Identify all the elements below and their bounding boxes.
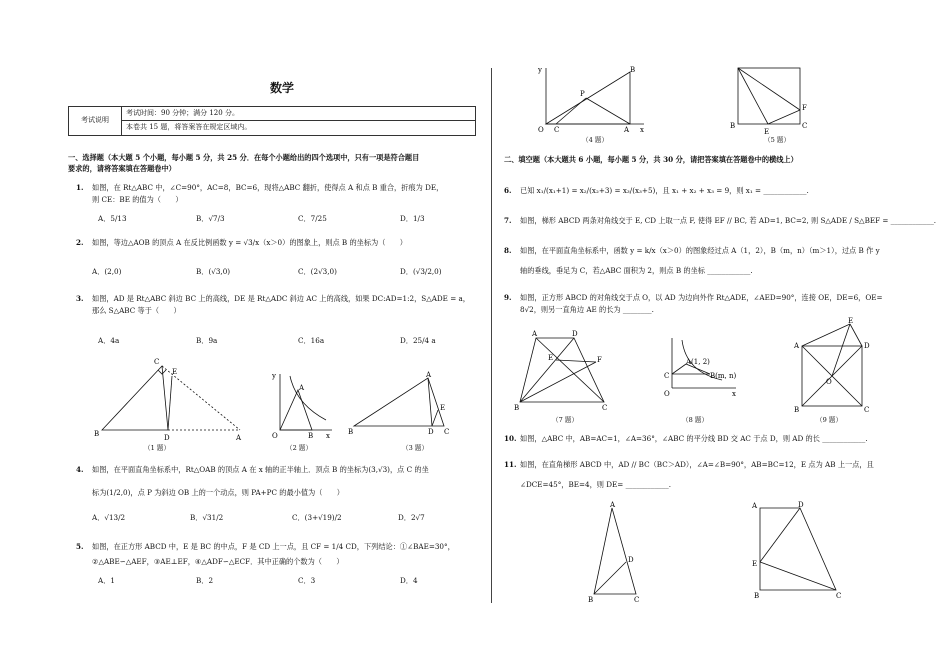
- q8-text-1: 如图，在平面直角坐标系中，函数 y = k/x（x＞0）的图象经过点 A（1，2），B（m，n）（m＞1），过点 B 作 y: [520, 246, 880, 255]
- q5-number: 5.: [76, 542, 84, 551]
- fig7-label-c: C: [602, 404, 608, 412]
- fig4-label-b: B: [630, 66, 636, 74]
- fig9-label-c: C: [864, 406, 870, 414]
- figure-q8: [660, 334, 740, 404]
- fig1-label-c: C: [154, 358, 160, 366]
- figure-q5: [728, 62, 808, 138]
- figure-q3: [348, 370, 460, 436]
- fig5-label-c: C: [802, 122, 808, 130]
- fig7-label-a: A: [532, 330, 538, 338]
- q2-number: 2.: [76, 238, 84, 247]
- figure-q1: [90, 356, 250, 442]
- figure-q8-caption: （8 题）: [682, 416, 709, 424]
- fig2-label-x: x: [326, 432, 330, 440]
- fig9-label-a: A: [794, 342, 800, 350]
- fig4-label-p: P: [580, 90, 585, 98]
- fig11-label-c: C: [836, 592, 842, 600]
- q9-text-1: 如图，正方形 ABCD 的对角线交于点 O，以 AD 为边向外作 Rt△ADE，∠AED=90°，连接 OE，DE=6，OE=: [520, 293, 883, 302]
- fig10-label-a: A: [610, 501, 616, 509]
- figure-q2: [266, 368, 336, 440]
- figure-q7: [512, 330, 612, 412]
- q5-option-a: A．1: [98, 576, 115, 585]
- q2-option-c: C．(2√3,0): [298, 267, 337, 276]
- q11-text-2: ∠DCE=45°，BE=4，则 DE= ____________.: [520, 480, 671, 489]
- q10-number: 10.: [504, 434, 517, 443]
- q3-number: 3.: [76, 294, 84, 303]
- fig3-label-d: D: [428, 428, 434, 436]
- q8-number: 8.: [504, 246, 512, 255]
- info-line-2: 本卷共 15 题，将答案答在规定区域内。: [122, 121, 476, 135]
- q2-option-b: B．(√3,0): [196, 267, 231, 276]
- q2-option-d: D．(√3/2,0): [400, 267, 442, 276]
- q11-number: 11.: [504, 460, 517, 469]
- q1-option-a: A．5/13: [98, 214, 127, 223]
- fig1-label-a: A: [236, 434, 242, 442]
- figure-q10: [584, 500, 654, 606]
- fig5-label-b: B: [730, 122, 736, 130]
- figure-q3-caption: （3 题）: [402, 444, 429, 452]
- q4-number: 4.: [76, 465, 84, 474]
- q5-text-1: 如图，在正方形 ABCD 中，E 是 BC 的中点，F 是 CD 上一点，且 CF = 1/4 CD，下列结论：①∠BAE=30°，: [92, 542, 455, 551]
- q4-option-c: C．(3+√19)/2: [292, 513, 342, 522]
- fig1-label-b: B: [94, 430, 100, 438]
- fig7-label-b: B: [514, 404, 520, 412]
- fig8-label-c: C: [664, 372, 670, 380]
- figure-q2-caption: （2 题）: [286, 444, 313, 452]
- q3-option-d: D．25/4 a: [400, 336, 436, 345]
- fig4-label-x: x: [640, 126, 644, 134]
- q1-option-d: D．1/3: [400, 214, 425, 223]
- fig2-label-a: A: [299, 384, 305, 392]
- section1-heading-2: 要求的，请将答案填在答题卷中）: [68, 164, 176, 173]
- q10-text-1: 如图，△ABC 中，AB=AC=1，∠A=36°，∠ABC 的平分线 BD 交 AC 于点 D，则 AD 的长 ____________.: [520, 434, 868, 443]
- q4-option-a: A．√13/2: [92, 513, 126, 522]
- fig2-label-y: y: [272, 372, 276, 380]
- fig5-label-e: E: [764, 128, 770, 136]
- fig11-label-a: A: [752, 502, 758, 510]
- fig2-label-o: O: [272, 432, 278, 440]
- fig8-label-bmn: B(m, n): [710, 372, 737, 380]
- fig7-label-d: D: [572, 330, 578, 338]
- fig8-label-o: O: [664, 390, 670, 398]
- q3-option-c: C．16a: [298, 336, 325, 345]
- q2-text-1: 如图，等边△AOB 的顶点 A 在反比例函数 y = √3/x（x＞0）的图象上，则点 B 的坐标为（ ）: [92, 238, 407, 247]
- fig9-label-b: B: [794, 406, 800, 414]
- fig2-label-b: B: [308, 432, 314, 440]
- q3-option-b: B．9a: [196, 336, 218, 345]
- fig11-label-e: E: [752, 560, 758, 568]
- q5-option-d: D．4: [400, 576, 418, 585]
- figure-q9-caption: （9 题）: [816, 416, 843, 424]
- q9-number: 9.: [504, 293, 512, 302]
- fig10-label-c: C: [634, 596, 640, 604]
- figure-q11: [748, 498, 848, 602]
- q1-text-1: 如图，在 Rt△ABC 中，∠C=90°，AC=8，BC=6，现将△ABC 翻折，使得点 A 和点 B 重合，折痕为 DE，: [92, 183, 444, 192]
- fig3-label-c: C: [444, 428, 450, 436]
- q5-text-2: ②△ABE∽△AEF，③AE⊥EF，④△ADF∽△ECF．其中正确的个数为（ ）: [92, 557, 344, 566]
- fig10-label-d: D: [628, 556, 634, 564]
- q5-option-c: C．3: [298, 576, 316, 585]
- fig8-label-x: x: [732, 390, 736, 398]
- q6-text-1: 已知 x₁/(x₁+1) = x₂/(x₂+3) = x₃/(x₃+5)，且 x₁ + x₂ + x₃ = 9，则 x₁ = ____________.: [520, 186, 809, 195]
- fig8-label-a12: A(1, 2): [686, 358, 710, 366]
- info-label: 考试说明: [69, 107, 122, 136]
- q3-option-a: A．4a: [98, 336, 120, 345]
- fig9-label-o: O: [826, 378, 832, 386]
- figure-q4-caption: （4 题）: [582, 136, 609, 144]
- fig4-label-y: y: [538, 66, 542, 74]
- fig1-label-e: E: [172, 368, 178, 376]
- q2-option-a: A．(2,0): [92, 267, 122, 276]
- q4-text-2: 标为(1/2,0)，点 P 为斜边 OB 上的一个动点，则 PA+PC 的最小值为（ ）: [92, 488, 344, 497]
- fig11-label-b: B: [754, 592, 760, 600]
- section2-heading: 二、填空题（本大题共 6 小题，每小题 5 分，共 30 分，请把答案填在答题卷中的横线上）: [504, 155, 798, 164]
- q7-number: 7.: [504, 216, 512, 225]
- q9-text-2: 8√2，则另一直角边 AE 的长为 ________.: [520, 305, 654, 314]
- q8-text-2: 轴的垂线，垂足为 C，若△ABC 面积为 2，则点 B 的坐标 ____________.: [520, 266, 753, 275]
- fig11-label-d: D: [798, 501, 804, 509]
- fig9-label-d: D: [864, 342, 870, 350]
- fig9-label-e: E: [848, 317, 854, 325]
- section1-heading-1: 一、选择题（本大题 5 个小题，每小题 5 分，共 25 分．在每个小题给出的四个选项中，只有一项是符合题目: [68, 153, 420, 162]
- info-line-1: 考试时间：90 分钟；满分 120 分。: [122, 107, 476, 121]
- q5-option-b: B．2: [196, 576, 214, 585]
- q11-text-1: 如图，在直角梯形 ABCD 中，AD // BC（BC＞AD），∠A=∠B=90°，AB=BC=12，E 点为 AB 上一点，且: [520, 460, 874, 469]
- figure-q5-caption: （5 题）: [764, 136, 791, 144]
- fig4-label-c: C: [554, 126, 560, 134]
- fig10-label-b: B: [588, 596, 594, 604]
- column-divider: [491, 68, 492, 603]
- fig1-label-d: D: [164, 434, 170, 442]
- exam-info-table: [68, 106, 476, 136]
- fig3-label-b: B: [348, 428, 354, 436]
- q3-text-2: 那么 S△ABC 等于（ ）: [92, 306, 181, 315]
- q1-text-2: 则 CE：BE 的值为（ ）: [92, 195, 183, 204]
- fig3-label-e: E: [440, 404, 446, 412]
- fig4-label-o: O: [538, 126, 544, 134]
- figure-q4: [534, 62, 654, 138]
- figure-q9: [792, 316, 872, 416]
- q7-text-1: 如图，梯形 ABCD 两条对角线交于 E, CD 上取一点 F, 使得 EF // BC, 若 AD=1, BC=2, 则 S△ADE / S△BEF = ____________.: [520, 216, 937, 225]
- page-title: 数学: [270, 81, 295, 95]
- fig7-label-e: E: [548, 354, 554, 362]
- fig5-label-f: F: [802, 104, 807, 112]
- q1-number: 1.: [76, 183, 84, 192]
- q6-number: 6.: [504, 186, 512, 195]
- q1-option-c: C．7/25: [298, 214, 327, 223]
- q3-text-1: 如图，AD 是 Rt△ABC 斜边 BC 上的高线，DE 是 Rt△ADC 斜边 AC 上的高线，如果 DC:AD=1:2，S△ADE = a，: [92, 294, 470, 303]
- q1-option-b: B．√7/3: [196, 214, 225, 223]
- q4-option-d: D．2√7: [398, 513, 425, 522]
- figure-q1-caption: （1 题）: [144, 444, 171, 452]
- fig7-label-f: F: [597, 356, 602, 364]
- fig4-label-a: A: [624, 126, 630, 134]
- fig3-label-a: A: [426, 371, 432, 379]
- q4-option-b: B．√31/2: [190, 513, 224, 522]
- q4-text-1: 如图，在平面直角坐标系中，Rt△OAB 的顶点 A 在 x 轴的正半轴上．顶点 B 的坐标为(3,√3)，点 C 的坐: [92, 465, 429, 474]
- figure-q7-caption: （7 题）: [552, 416, 579, 424]
